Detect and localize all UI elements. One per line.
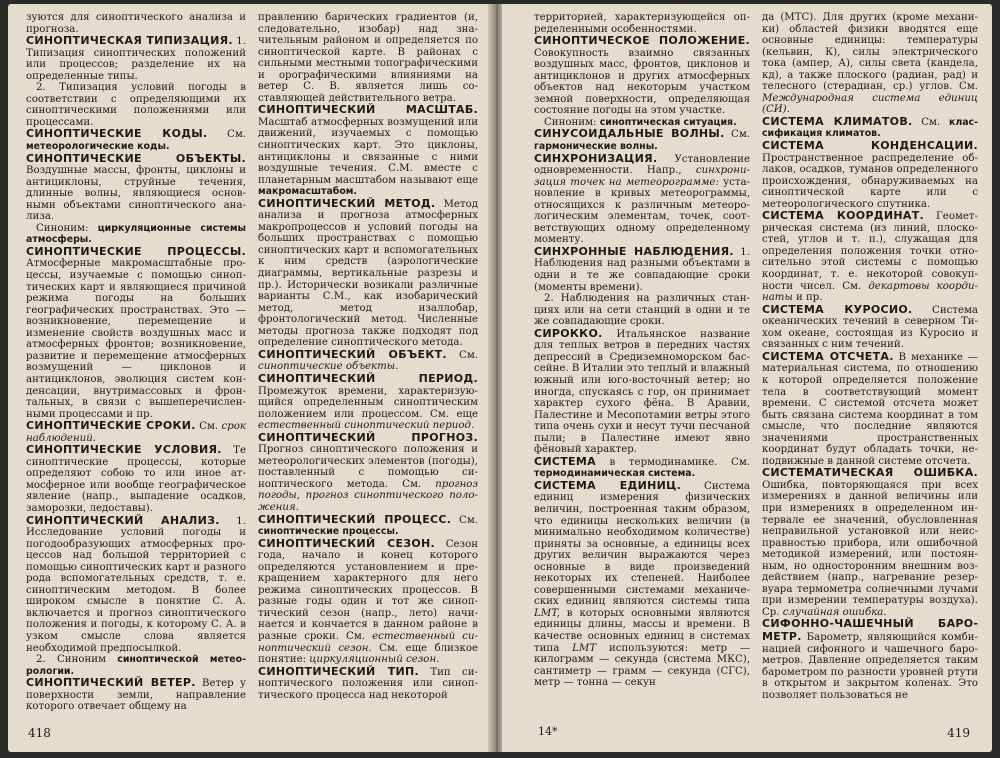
entry-text: Атмосферные макромасштабные процессы, изучаемые с помощью синоптических карт и являющиеся причиной режима погоды на больших географических пространствах. Это — возникновение, перемещение и изменение свойств воздушных масс и атмосферных фронтов; возникновение, развитие и перемещение атмосферных возмущений — циклонов и антициклонов, эволюция систем конденсации, внутримассовых и фронтальных, в связи с вышеперечисленными процессами и пр. bbox=[26, 258, 246, 420]
entry-text: да (МТС). Для других (кроме механики) областей физики вводятся еще основные единицы: температуры (кельвин, К), силы электрического тока (ампер, А), силы света (кандела, кд), а также плоского (радиан, рад) и телесного (стерадиан, ср.) углов. См. bbox=[762, 12, 978, 93]
italic-reference: Международная система единиц (СИ). bbox=[762, 92, 978, 116]
cross-reference: классификация климатов. bbox=[762, 116, 978, 140]
signature-mark: 14* bbox=[538, 725, 558, 738]
entry-headword: СИНХРОНИЗАЦИЯ. bbox=[534, 151, 658, 165]
dictionary-entry bbox=[258, 666, 478, 702]
dictionary-entry bbox=[534, 153, 750, 246]
entry-headword: СИСТЕМА КЛИМАТОВ. bbox=[762, 114, 913, 128]
right-page-number: 419 bbox=[947, 726, 970, 740]
entry-text: Тип синоптического положения или синоптического процесса над некоторой bbox=[258, 666, 478, 701]
dictionary-entry bbox=[258, 198, 478, 349]
entry-text: 1. Исследование условий погоды и погодообразующих атмосферных процессов над большой территорией с помощью синоптических карт и разного рода вспомогательных средств, т. е. синоптическим методом. В более широком смысле в понятие С. А. включается и прогноз синоптического положения и погоды, к которому С. А. в узком смысле слова является необходимой предпосылкой. bbox=[26, 515, 246, 654]
dictionary-entry bbox=[762, 351, 978, 467]
dictionary-entry bbox=[762, 116, 978, 140]
entry-text: и пр. bbox=[792, 292, 823, 304]
entry-text: Прогноз синоптического положения и метеорологических элементов (погоды), поставленный с помощью синоптического метода. См. bbox=[258, 444, 478, 490]
entry-text: 1. Наблюдения над разными объектами в одни и те же совпадающие сроки (моменты времени). bbox=[534, 246, 750, 293]
entry-headword: СИНОПТИЧЕСКИЕ ОБЪЕКТЫ. bbox=[26, 151, 246, 165]
dictionary-entry bbox=[258, 373, 478, 432]
dictionary-entry bbox=[534, 246, 750, 293]
italic-reference: синхронизация точек на метеорограмме: bbox=[534, 165, 750, 188]
entry-text: Синоним: bbox=[544, 116, 600, 128]
entry-text: См. bbox=[912, 116, 949, 128]
dictionary-entry bbox=[26, 246, 246, 420]
dictionary-entry bbox=[26, 153, 246, 223]
right-page bbox=[502, 4, 992, 752]
entry-headword: СИНОПТИЧЕСКИЙ ВЕТЕР. bbox=[26, 676, 196, 690]
dictionary-entry bbox=[26, 420, 246, 444]
entry-text: в которых основными являются единицы длины, массы и времени. В качестве основных единиц в системах типа bbox=[534, 607, 750, 654]
cross-reference: метеорологические коды. bbox=[26, 141, 170, 153]
dictionary-entry bbox=[762, 467, 978, 618]
entry-headword: СИСТЕМА КУРОСИО. bbox=[762, 302, 913, 316]
dictionary-entry bbox=[26, 677, 246, 712]
dictionary-entry bbox=[258, 538, 478, 666]
entry-text: Промежуток времени, характеризующийся определенным синоптическим положением или процессом. См. еще bbox=[258, 385, 478, 420]
entry-text: См. bbox=[724, 129, 750, 141]
entry-headword: СИСТЕМА КООРДИНАТ. bbox=[762, 209, 925, 223]
entry-text: используются: метр — килограмм — секунда (система МКС), сантиметр — грамм — секунда (СГС), метр — тонна — секун bbox=[534, 642, 750, 689]
cross-reference: циркуляционные системы атмосферы. bbox=[26, 222, 246, 246]
dictionary-entry bbox=[762, 618, 978, 701]
dictionary-entry bbox=[258, 349, 478, 373]
entry-headword: СИНОПТИЧЕСКИЙ АНАЛИЗ. bbox=[26, 513, 220, 527]
entry-text: 2. Синоним bbox=[36, 654, 118, 666]
italic-reference: срок наблюдений. bbox=[26, 421, 246, 444]
entry-headword: СИНОПТИЧЕСКОЕ ПОЛОЖЕНИЕ. bbox=[534, 34, 750, 48]
dictionary-entry bbox=[762, 304, 978, 351]
entry-text: Ветер у поверхности земли, направление которого отвечает общему на bbox=[26, 678, 246, 712]
entry-headword: СИНОПТИЧЕСКИЙ СЕЗОН. bbox=[258, 536, 436, 550]
entry-headword: СИНОПТИЧЕСКИЙ МАСШТАБ. bbox=[258, 103, 478, 117]
italic-reference: декартовы координаты bbox=[762, 280, 978, 304]
right-page-column-2 bbox=[762, 12, 978, 712]
right-page-column-1 bbox=[534, 12, 750, 712]
entry-headword: СИНОПТИЧЕСКИЙ ТИП. bbox=[258, 664, 420, 678]
cross-reference: макромасштабом. bbox=[258, 186, 357, 198]
entry-headword: СИНХРОННЫЕ НАБЛЮДЕНИЯ. bbox=[534, 244, 734, 258]
left-page-column-1 bbox=[26, 12, 246, 712]
entry-text: Воздушные массы, фронты, циклоны и антициклоны, струйные течения, длинные волны, являющиеся основными объектами синоптического анализа. bbox=[26, 165, 246, 223]
entry-text: См. bbox=[446, 349, 478, 361]
entry-text: установление в кривых метеорограммы, относящихся к различным метеорологическим элементам, точек, соответствующих одному определенному моменту. bbox=[534, 176, 750, 246]
entry-paragraph bbox=[26, 12, 246, 35]
entry-headword: СИНОПТИЧЕСКИЕ КОДЫ. bbox=[26, 127, 208, 141]
dictionary-entry bbox=[762, 140, 978, 210]
entry-headword: СИНОПТИЧЕСКИЙ ПЕРИОД. bbox=[258, 371, 478, 385]
entry-headword: СИНОПТИЧЕСКИЙ МЕТОД. bbox=[258, 196, 436, 210]
entry-text: См. еще близкое понятие: bbox=[258, 642, 478, 666]
dictionary-entry bbox=[26, 35, 246, 82]
dictionary-entry bbox=[258, 514, 478, 538]
italic-reference: прогноз погоды, прогноз синоптического положения. bbox=[258, 478, 478, 513]
entry-paragraph bbox=[762, 12, 978, 116]
entry-text: территорией, характеризующейся определенными особенностями. bbox=[534, 12, 750, 35]
entry-text: Масштаб атмосферных возмущений или движений, изучаемых с помощью синоптических карт. Это циклоны, антициклоны и связанные с ними воздушные течения. С.М. вместе с планетарным масштабом называют еще bbox=[258, 116, 478, 186]
entry-text: Совокупность взаимно связанных воздушных масс, фронтов, циклонов и антициклонов и других атмосферных объектов над некоторым участком земной поверхности, определяющая состояние погоды на этом участке. bbox=[534, 47, 750, 117]
italic-reference: LMT bbox=[572, 642, 597, 654]
dictionary-entry bbox=[534, 328, 750, 456]
entry-text: Итальянское название для теплых ветров в передних частях депрессий в Средиземноморском бассейне. В Италии это теплый и влажный южный или юго-восточный ветер; но иногда, спускаясь с гор, он принимает характер сухого фёна. В Аравии, Палестине и Месопотамии ветры этого типа очень сухи и несут тучи песчаной пыли; в Палестине имеют явно фёновый характер. bbox=[534, 328, 750, 456]
italic-reference: синоптические объекты. bbox=[258, 361, 399, 373]
italic-reference: случайная ошибка. bbox=[782, 606, 887, 618]
entry-text: 2. Типизация условий погоды в соответствии с определяющими их синоптическими положениями или процессами. bbox=[26, 82, 246, 128]
entry-text: Метод анализа и прогноза атмосферных макропроцессов и условий погоды на больших пространствах с помощью синоптических карт и вспомогательных к ним средств (аэрологические диаграммы, вертикальные разрезы и пр.). Исторически возикали различные варианты С.М., как изобарический метод, метод изаллобар, фронтологический метод. Численные методы прогноза также подходят под определение синоптического метода. bbox=[258, 198, 478, 349]
dictionary-entry bbox=[26, 128, 246, 152]
entry-headword: СИСТЕМА ОТСЧЕТА. bbox=[762, 349, 894, 363]
entry-text: См. bbox=[207, 129, 246, 141]
entry-text: зуются для синоптического анализа и прогноза. bbox=[26, 12, 246, 35]
entry-headword: СИСТЕМА bbox=[534, 454, 596, 468]
entry-text: Барометр, являющийся комбинацией сифонного и чашечного барометров. Давление определяется таким барометром по разности уровней ртути в открытом и закрытом коленах. Это позволяет пользоваться не bbox=[762, 631, 978, 701]
entry-text: Геометрическая система (из линий, плоскостей, углов и т. п.), служащая для определения положения точки относительно этой системы с помощью координат, т. е. некоторой совокупности чисел. См. bbox=[762, 211, 978, 292]
entry-paragraph bbox=[534, 293, 750, 328]
entry-text: 1. Типизация синоптических положений или процессов; разделение их на определенные типы. bbox=[26, 36, 246, 82]
left-page-column-2 bbox=[258, 12, 478, 712]
dictionary-entry bbox=[534, 480, 750, 689]
entry-text: Система единиц измерения физических величин, построенная таким образом, что единицы нескольких величин (в минимально необходимом количестве) приняты за основные, а единицы всех других величин выражаются через основные в виде произведений некоторых их степеней. Наиболее совершенными системами механических единиц являются системы типа bbox=[534, 480, 750, 608]
cross-reference: гармонические волны. bbox=[534, 141, 658, 153]
entry-text: Установление одновременности. Напр., bbox=[534, 153, 750, 177]
entry-text: Ошибка, повторяющаяся при всех измерениях в данной величины или при измерениях в определенном интервале ее значений, обусловленная неправильной установкой или неисправностью прибора, или ошибочной методикой измерений, или постоянным, но односторонним внешним воздействием (напр., нагревание резервуара термометра солнечными лучами при измерении температуры воздуха). Ср. bbox=[762, 479, 978, 618]
entry-headword: СИФОННО-ЧАШЕЧНЫЙ БАРОМЕТР. bbox=[762, 617, 978, 643]
entry-headword: СИНОПТИЧЕСКИЕ УСЛОВИЯ. bbox=[26, 443, 222, 457]
entry-text: В механике — материальная система, по отношению к которой определяется положение тела в соответствующий момент времени. С системой отсчета может быть связана система координат в том смысле, что последние являются значениями пространственных координат будут обладать точки, неподвижные в данной системе отсчета. bbox=[762, 351, 978, 467]
dictionary-entry bbox=[26, 444, 246, 514]
italic-reference: естественный синоптический сезон. bbox=[258, 630, 478, 654]
left-page-number: 418 bbox=[28, 726, 51, 740]
cross-reference: термодинамическая система. bbox=[534, 468, 696, 480]
dictionary-entry bbox=[534, 128, 750, 152]
dictionary-entry bbox=[762, 210, 978, 303]
entry-headword: СИСТЕМАТИЧЕСКАЯ ОШИБКА. bbox=[762, 466, 978, 480]
dictionary-entry bbox=[258, 104, 478, 197]
entry-paragraph bbox=[258, 12, 478, 104]
entry-text: 2. Наблюдения на различных станциях или на сети станций в одни и те же совпадающие сроки. bbox=[534, 293, 750, 328]
entry-headword: СИНОПТИЧЕСКИЙ ПРОГНОЗ. bbox=[258, 430, 478, 444]
cross-reference: синоптической метеорологии. bbox=[26, 654, 246, 677]
entry-paragraph bbox=[534, 12, 750, 35]
entry-headword: СИНОПТИЧЕСКАЯ ТИПИЗАЦИЯ. bbox=[26, 34, 233, 48]
italic-reference: LMT, bbox=[534, 607, 560, 619]
entry-paragraph bbox=[26, 223, 246, 246]
entry-headword: СИСТЕМА КОНДЕНСАЦИИ. bbox=[762, 139, 978, 153]
entry-text: Те синоптические процессы, которые определяют собою то или иное атмосферное или вообще географическое явление (напр., выпадение осадков, заморозки, ледоставы). bbox=[26, 445, 246, 514]
entry-text: Сезон года, начало и конец которого определяются установлением и прекращением характерного для него режима синоптических процессов. В разные годы один и тот же синоптический сезон (напр., лето) начинается и кончается в данном районе в разные сроки. См. bbox=[258, 538, 478, 642]
entry-text: Система океанических течений в северном Тихом океане, состоящая из Куросио и связанных с ним течений. bbox=[762, 304, 978, 351]
entry-paragraph bbox=[26, 654, 246, 677]
entry-headword: СИСТЕМА ЕДИНИЦ. bbox=[534, 478, 682, 492]
cross-reference: синоптические процессы. bbox=[258, 526, 399, 538]
entry-headword: СИНУСОИДАЛЬНЫЕ ВОЛНЫ. bbox=[534, 127, 725, 141]
italic-reference: циркуляционный сезон. bbox=[309, 654, 440, 666]
dictionary-entry bbox=[258, 432, 478, 514]
entry-headword: СИНОПТИЧЕСКИЕ ПРОЦЕССЫ. bbox=[26, 244, 246, 258]
dictionary-entry bbox=[534, 35, 750, 117]
entry-text: правлению барических градиентов (и, следовательно, изобар) над значительным районом и определяется по синоптической карте. В районах с сильными местными топографическими и орографическими влияниями на ветер С. В. является лишь составляющей действительного ветра. bbox=[258, 12, 478, 104]
italic-reference: естественный синоптический период. bbox=[258, 420, 475, 432]
entry-text: См. bbox=[195, 421, 222, 433]
dictionary-entry bbox=[26, 515, 246, 655]
left-page bbox=[8, 4, 492, 752]
entry-paragraph bbox=[26, 82, 246, 128]
entry-headword: СИНОПТИЧЕСКИЙ ПРОЦЕСС. bbox=[258, 512, 452, 526]
entry-text: Синоним: bbox=[36, 222, 98, 234]
entry-text: в термодинамике. См. bbox=[595, 456, 750, 468]
entry-text: Пространственное распределение облаков, осадков, туманов определенного происхождения, обнаруживаемых на синоптической карте или с метеорологического спутника. bbox=[762, 152, 978, 210]
entry-headword: СИНОПТИЧЕСКИЙ ОБЪЕКТ. bbox=[258, 347, 447, 361]
entry-headword: СИРОККО. bbox=[534, 326, 603, 340]
cross-reference: синоптическая ситуация. bbox=[599, 116, 737, 128]
entry-text: См. bbox=[451, 514, 478, 526]
dictionary-entry bbox=[534, 456, 750, 480]
entry-headword: СИНОПТИЧЕСКИЕ СРОКИ. bbox=[26, 419, 196, 433]
